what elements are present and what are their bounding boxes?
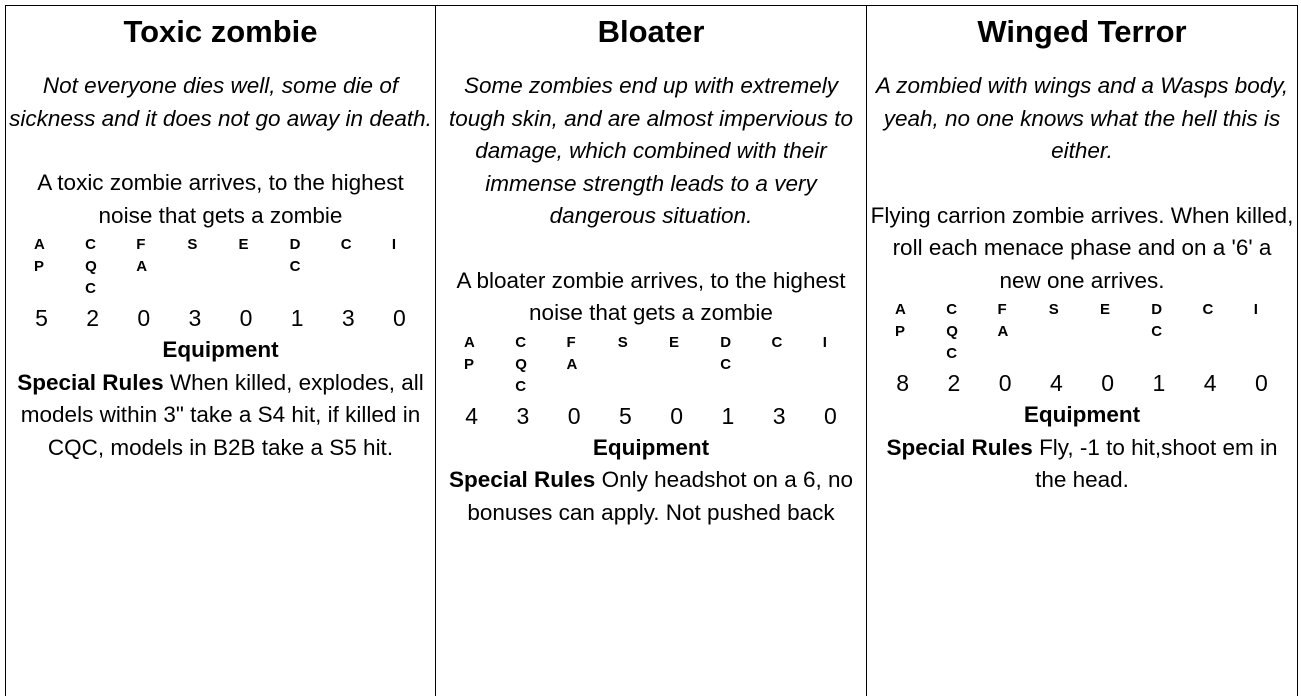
- stat-header: FA: [997, 301, 1009, 340]
- arrival-text: Flying carrion zombie arrives. When killed, roll each menace phase and on a '6' a new one arrives.: [870, 202, 1294, 293]
- special-rules-label: Special Rules: [886, 434, 1033, 460]
- stat-value: 5: [618, 402, 632, 429]
- stat-value: 0: [1254, 370, 1268, 396]
- flavor-text: Not everyone dies well, some die of sickness and it does not go away in death.: [9, 73, 432, 131]
- special-rules: [8, 367, 433, 465]
- stat-header: E: [238, 236, 249, 253]
- stat-value: 0: [1101, 370, 1115, 396]
- stat-table: [8, 234, 433, 334]
- stat-header: I: [391, 236, 397, 253]
- stat-header: S: [187, 236, 198, 253]
- stat-value: 0: [393, 305, 406, 331]
- stat-value: 4: [465, 402, 479, 429]
- stat-header: C: [1202, 301, 1214, 318]
- stat-header: CQC: [85, 236, 97, 297]
- special-rules: [438, 464, 864, 529]
- stat-value: 0: [998, 370, 1012, 396]
- special-rules-label: Special Rules: [17, 369, 164, 395]
- card-winged-terror: [867, 6, 1298, 696]
- card-title: Winged Terror: [977, 14, 1187, 49]
- special-rules-text: When killed, explodes, all models within 3" take a S4 hit, if killed in CQC, models in B2B take a S5 hit.: [20, 369, 424, 460]
- stat-header: C: [771, 333, 783, 351]
- stat-header: CQC: [946, 301, 958, 362]
- stat-value: 0: [823, 402, 837, 429]
- stat-header: E: [669, 333, 680, 351]
- stat-table: [438, 332, 864, 432]
- flavor-text: A zombied with wings and a Wasps body, yeah, no one knows what the hell this is either.: [875, 73, 1289, 163]
- arrival-text: A toxic zombie arrives, to the highest noise that gets a zombie: [37, 170, 404, 228]
- special-rules-text: Only headshot on a 6, no bonuses can apply. Not pushed back: [467, 467, 853, 525]
- card-title: Toxic zombie: [123, 14, 318, 49]
- stat-value: 0: [567, 402, 581, 429]
- card-toxic-zombie: [6, 6, 436, 696]
- stat-value: 0: [670, 402, 684, 429]
- stat-header: AP: [464, 333, 475, 373]
- zombie-cards-table: [5, 5, 1298, 696]
- stat-header: FA: [566, 333, 578, 373]
- stat-header: FA: [136, 236, 148, 275]
- special-rules-label: Special Rules: [448, 467, 596, 492]
- stat-header: E: [1100, 301, 1111, 318]
- stat-header: I: [822, 333, 827, 351]
- stat-header: CQC: [515, 333, 527, 395]
- stat-header: S: [617, 333, 628, 351]
- equipment-label: Equipment: [162, 337, 279, 362]
- stat-value: 3: [188, 305, 202, 331]
- card-bloater: [436, 6, 867, 696]
- equipment-label: Equipment: [1023, 402, 1141, 427]
- stat-value: 3: [341, 305, 355, 331]
- stat-value: 8: [896, 370, 910, 396]
- flavor-text: Some zombies end up with extremely tough skin, and are almost impervious to damage, which combined with their immense strength leads to a very dangerous situation.: [449, 73, 853, 228]
- stat-value: 2: [86, 305, 100, 331]
- stat-value: 0: [137, 305, 151, 331]
- stat-value: 4: [1049, 370, 1063, 396]
- stat-value: 3: [516, 402, 530, 429]
- card-title: Bloater: [597, 14, 705, 49]
- stat-header: DC: [289, 236, 301, 275]
- stat-value: 3: [772, 402, 786, 429]
- stat-table: [869, 299, 1295, 399]
- stat-value: 2: [947, 370, 961, 396]
- stat-value: 1: [721, 402, 735, 429]
- arrival-text: A bloater zombie arrives, to the highest noise that gets a zombie: [456, 267, 846, 325]
- stat-header: DC: [1151, 301, 1163, 340]
- stat-header: S: [1048, 301, 1059, 318]
- equipment-label: Equipment: [592, 434, 710, 460]
- special-rules-text: Fly, -1 to hit,shoot em in the head.: [1032, 434, 1278, 492]
- stat-header: DC: [720, 333, 732, 373]
- stat-header: AP: [895, 301, 906, 340]
- stat-value: 1: [1152, 370, 1166, 396]
- special-rules: [869, 432, 1295, 497]
- stat-value: 1: [290, 305, 304, 331]
- stat-header: I: [1253, 301, 1258, 318]
- stat-value: 5: [35, 305, 48, 331]
- stat-header: AP: [34, 236, 45, 275]
- stat-header: C: [340, 236, 352, 253]
- stat-value: 4: [1203, 370, 1217, 396]
- stat-value: 0: [239, 305, 253, 331]
